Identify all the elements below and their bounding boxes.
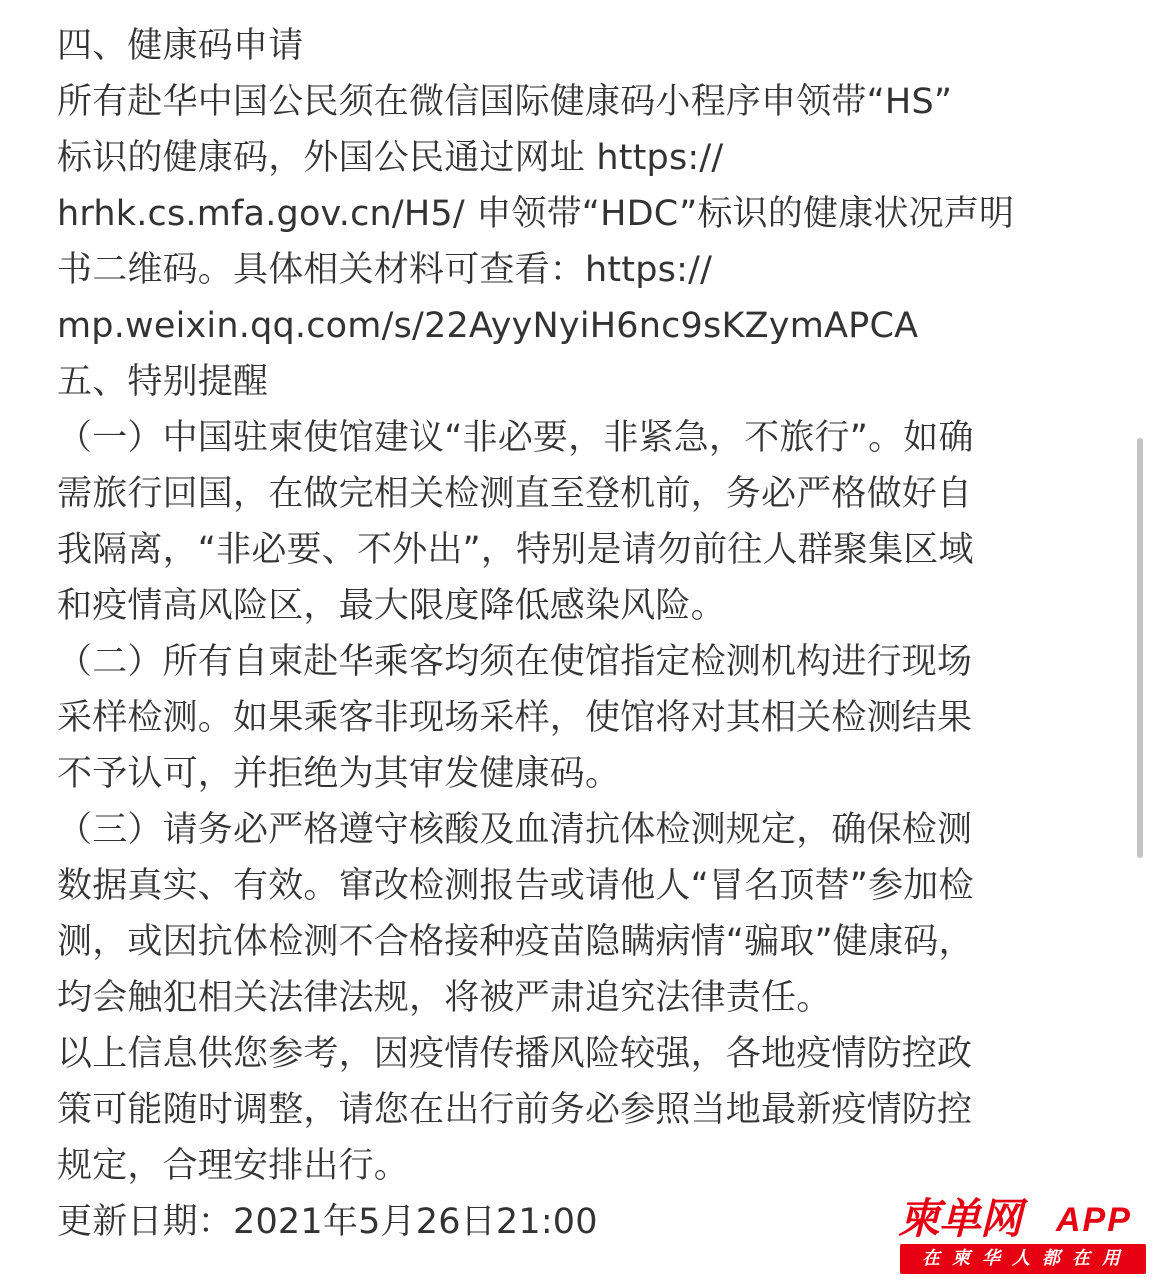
paragraph-line: 我隔离，“非必要、不外出”，特别是请勿前往人群聚集区域 [57, 530, 974, 570]
paragraph-line: 规定，合理安排出行。 [57, 1146, 410, 1186]
section-heading-health-code: 四、健康码申请 [57, 26, 304, 66]
brand-watermark-logo [898, 1196, 1154, 1280]
paragraph-line: 数据真实、有效。窜改检测报告或请他人“冒名顶替”参加检 [57, 866, 974, 906]
brand-app-label: APP [1056, 1201, 1132, 1239]
paragraph-line: 采样检测。如果乘客非现场采样，使馆将对其相关检测结果 [57, 698, 973, 738]
paragraph-line[interactable]: hrhk.cs.mfa.gov.cn/H5/ 申领带“HDC”标识的健康状况声明 [57, 194, 1015, 234]
paragraph-line[interactable]: 标识的健康码，外国公民通过网址 https:// [57, 138, 724, 178]
paragraph-line: 均会触犯相关法律法规，将被严肃追究法律责任。 [57, 978, 832, 1018]
paragraph-line: 测，或因抗体检测不合格接种疫苗隐瞒病情“骗取”健康码， [57, 922, 974, 962]
paragraph-line: （三）请务必严格遵守核酸及血清抗体检测规定，确保检测 [57, 810, 973, 850]
paragraph-line: 策可能随时调整，请您在出行前务必参照当地最新疫情防控 [57, 1090, 973, 1130]
paragraph-line[interactable]: 书二维码。具体相关材料可查看：https:// [57, 250, 713, 290]
brand-name: 柬单网 [898, 1194, 1022, 1243]
paragraph-line: （二）所有自柬赴华乘客均须在使馆指定检测机构进行现场 [57, 642, 973, 682]
paragraph-line: 所有赴华中国公民须在微信国际健康码小程序申领带“HS” [57, 82, 953, 122]
paragraph-line: 需旅行回国，在做完相关检测直至登机前，务必严格做好自 [57, 474, 973, 514]
paragraph-line[interactable]: mp.weixin.qq.com/s/22AyyNyiH6nc9sKZymAPCA [57, 306, 919, 346]
paragraph-line: 以上信息供您参考，因疫情传播风险较强，各地疫情防控政 [57, 1034, 973, 1074]
paragraph-line: 不予认可，并拒绝为其审发健康码。 [57, 754, 621, 794]
vertical-scrollbar[interactable] [1137, 438, 1143, 858]
paragraph-line: （一）中国驻柬使馆建议“非必要，非紧急，不旅行”。如确 [57, 418, 974, 458]
update-date: 更新日期：2021年5月26日21:00 [57, 1202, 598, 1242]
brand-slogan: 在柬华人都在用 [900, 1244, 1146, 1274]
section-heading-special-reminder: 五、特别提醒 [57, 362, 269, 402]
paragraph-line: 和疫情高风险区，最大限度降低感染风险。 [57, 586, 726, 626]
article-body [57, 18, 1102, 1250]
